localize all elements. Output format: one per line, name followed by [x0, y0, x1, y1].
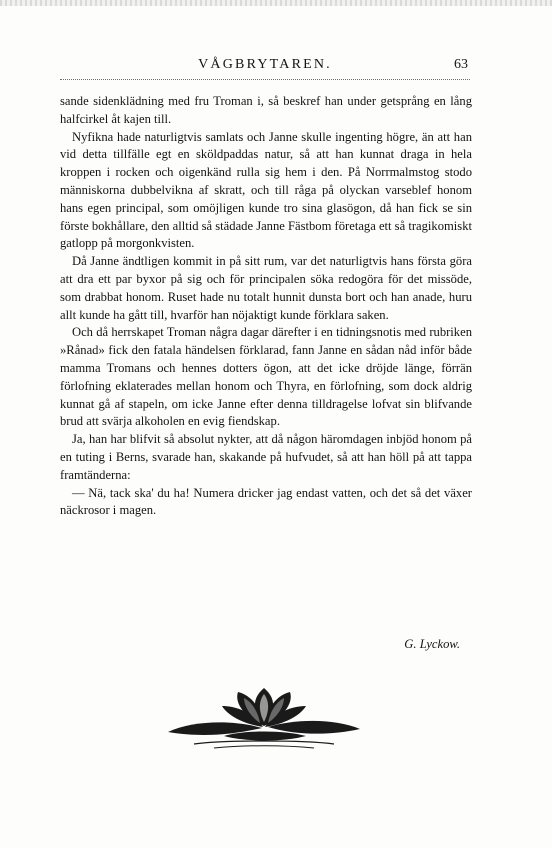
page-number: 63: [454, 57, 468, 72]
paragraph: sande sidenklädning med fru Troman i, så beskref han under getsprång en lång halfcirkel åt kajen till.: [60, 94, 472, 126]
running-title: VÅGBRYTAREN.: [198, 57, 332, 72]
header-rule: [60, 79, 470, 80]
story-text: [60, 93, 472, 520]
paragraph: — Nä, tack ska' du ha! Numera dricker jag endast vatten, och det så det växer näckrosor i magen.: [60, 485, 472, 518]
scan-edge: [0, 0, 552, 6]
author-signature: G. Lyckow.: [404, 637, 460, 651]
paragraph: Ja, han har blifvit så absolut nykter, att då någon häromdagen inbjöd honom på en tuting i Berns, svarade han, skakande på hufvudet, så att han höll på att tappa framtänderna:: [60, 432, 472, 482]
paragraph: Nyfikna hade naturligtvis samlats och Janne skulle ingenting högre, än att han vid detta tillfälle egt en sköldpaddas natur, så att han kunnat draga in hela kroppen i rocken och oigenkänd rulla sig hem i den. På Norrmalmstog stodo människorna dubbelvikna af skratt, och till råga på olyckan varseblef honom hans egen principal, som omöjligen kunde tro sina glasögon, då han fick se sin förste bokhållare, den alltid så städade Janne Fästbom företaga ett så tragikomiskt gatlopp på morgonkvisten.: [60, 129, 472, 251]
page-header: [60, 55, 470, 77]
paragraph: Och då herrskapet Troman några dagar därefter i en tidningsnotis med rubriken »Rånad» fick den fatala händelsen förklarad, fann Janne en sådan nåd inför både mamma Tromans och hennes dotters ögon, att det icke dröjde länge, förrän förlofning eklaterades mellan honom och Thyra, en förlofning, som dock aldrig kunnat gå af stapeln, om icke Janne efter denna tilldragelse lofvat sin blifvande brud att svärja alkoholen en evig fiendskap.: [60, 325, 472, 429]
paragraph: Då Janne ändtligen kommit in på sitt rum, var det naturligtvis hans första göra att dra ett par byxor på sig och för principalen söka redogöra för det missöde, som drabbat honom. Ruset hade nu totalt hunnit dunsta bort och han anade, huru allt kunde ha gått till, hvarför han nöjaktigt kunde förklara saken.: [60, 254, 472, 322]
water-lily-ornament: [164, 682, 364, 752]
